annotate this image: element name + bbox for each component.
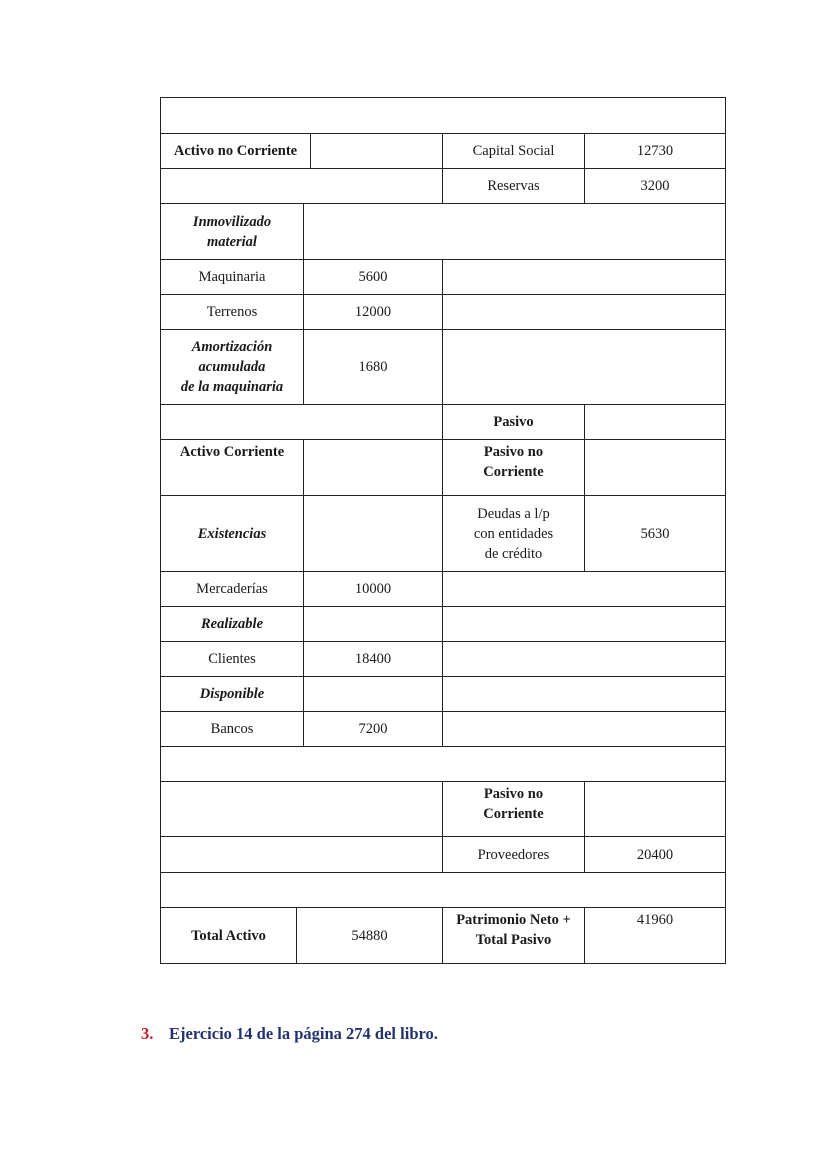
empty-cell <box>442 606 726 642</box>
reservas-value: 3200 <box>584 168 726 204</box>
empty-cell <box>442 711 726 747</box>
table-row <box>160 294 726 330</box>
exercise-text: Ejercicio 14 de la página 274 del libro. <box>169 1024 438 1043</box>
table-row <box>160 641 726 677</box>
empty-cell <box>160 872 726 908</box>
capital-social-label: Capital Social <box>442 133 585 169</box>
empty-cell <box>584 439 726 496</box>
empty-cell <box>442 329 726 405</box>
total-pasivo-label: Patrimonio Neto + Total Pasivo <box>442 907 585 964</box>
table-row <box>160 495 726 572</box>
empty-cell <box>442 259 726 295</box>
total-activo-value: 54880 <box>296 907 443 964</box>
table-row <box>160 329 726 405</box>
empty-cell <box>160 781 443 837</box>
capital-social-value: 12730 <box>584 133 726 169</box>
deudas-value: 5630 <box>584 495 726 572</box>
table-row <box>160 907 726 964</box>
empty-cell <box>160 97 726 134</box>
exercise-heading <box>141 1024 438 1044</box>
proveedores-value: 20400 <box>584 836 726 873</box>
clientes-label: Clientes <box>160 641 304 677</box>
mercaderias-value: 10000 <box>303 571 443 607</box>
existencias-heading: Existencias <box>160 495 304 572</box>
table-row <box>160 203 726 260</box>
deudas-label: Deudas a l/p con entidades de crédito <box>442 495 585 572</box>
table-row <box>160 676 726 712</box>
empty-cell <box>310 133 443 169</box>
pasivo-no-corriente-heading-2: Pasivo no Corriente <box>442 781 585 837</box>
empty-cell <box>442 571 726 607</box>
table-row <box>160 746 726 782</box>
inmovilizado-material-heading: Inmovilizado material <box>160 203 304 260</box>
pasivo-no-corriente-heading: Pasivo no Corriente <box>442 439 585 496</box>
activo-no-corriente-heading: Activo no Corriente <box>160 133 311 169</box>
table-row <box>160 259 726 295</box>
empty-cell <box>584 781 726 837</box>
mercaderias-label: Mercaderías <box>160 571 304 607</box>
bancos-label: Bancos <box>160 711 304 747</box>
clientes-value: 18400 <box>303 641 443 677</box>
reservas-label: Reservas <box>442 168 585 204</box>
maquinaria-label: Maquinaria <box>160 259 304 295</box>
amortizacion-value: 1680 <box>303 329 443 405</box>
maquinaria-value: 5600 <box>303 259 443 295</box>
empty-cell <box>303 439 443 496</box>
empty-cell <box>160 168 443 204</box>
terrenos-value: 12000 <box>303 294 443 330</box>
activo-corriente-heading: Activo Corriente <box>160 439 304 496</box>
empty-cell <box>303 676 443 712</box>
table-row <box>160 872 726 908</box>
disponible-heading: Disponible <box>160 676 304 712</box>
table-row <box>160 133 726 169</box>
terrenos-label: Terrenos <box>160 294 304 330</box>
table-row <box>160 404 726 440</box>
table-row <box>160 606 726 642</box>
table-row <box>160 571 726 607</box>
empty-cell <box>303 495 443 572</box>
empty-cell <box>160 746 726 782</box>
empty-cell <box>584 404 726 440</box>
table-row <box>160 781 726 837</box>
table-row <box>160 836 726 873</box>
empty-cell <box>303 606 443 642</box>
table-row <box>160 439 726 496</box>
empty-cell <box>442 641 726 677</box>
proveedores-label: Proveedores <box>442 836 585 873</box>
total-pasivo-value: 41960 <box>584 907 726 964</box>
table-row <box>160 97 726 134</box>
table-row <box>160 168 726 204</box>
table-row <box>160 711 726 747</box>
empty-cell <box>160 404 443 440</box>
total-activo-label: Total Activo <box>160 907 297 964</box>
realizable-heading: Realizable <box>160 606 304 642</box>
exercise-number: 3. <box>141 1024 154 1043</box>
empty-cell <box>442 676 726 712</box>
amortizacion-label: Amortización acumulada de la maquinaria <box>160 329 304 405</box>
pasivo-heading: Pasivo <box>442 404 585 440</box>
empty-cell <box>442 294 726 330</box>
empty-cell <box>160 836 443 873</box>
empty-cell <box>303 203 726 260</box>
bancos-value: 7200 <box>303 711 443 747</box>
